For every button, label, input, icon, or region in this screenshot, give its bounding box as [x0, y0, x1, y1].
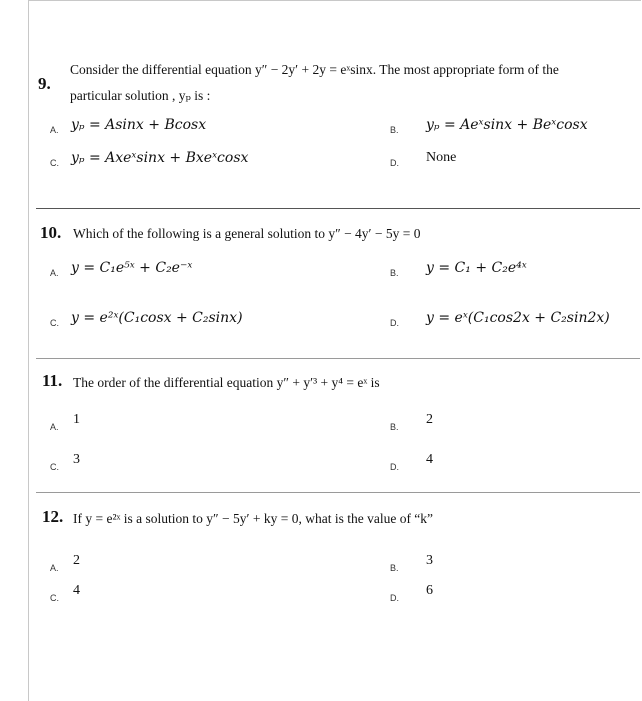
- q11-option-c[interactable]: 3: [73, 452, 80, 467]
- q11-option-b[interactable]: 2: [426, 412, 433, 427]
- q9-option-b-letter: B.: [390, 125, 399, 135]
- question-9-text-line1: Consider the differential equation y″ − 2y′ + 2y = eˣsinx. The most appropriate form of the: [70, 62, 559, 77]
- q10-option-a-letter: A.: [50, 268, 59, 278]
- q12-option-c[interactable]: 4: [73, 583, 80, 598]
- q12-option-c-letter: C.: [50, 593, 59, 603]
- question-10-text: Which of the following is a general solution to y″ − 4y′ − 5y = 0: [73, 226, 421, 241]
- q9-option-b[interactable]: yₚ = Aeˣsinx + Beˣcosx: [426, 117, 588, 133]
- question-9-number: 9.: [38, 74, 51, 93]
- q11-option-a[interactable]: 1: [73, 412, 80, 427]
- question-10-number: 10.: [40, 223, 62, 242]
- question-11-number: 11.: [42, 371, 63, 390]
- q10-option-d[interactable]: y = eˣ(C₁cos2x + C₂sin2x): [426, 310, 610, 326]
- q12-option-a-letter: A.: [50, 563, 59, 573]
- q12-option-d[interactable]: 6: [426, 583, 433, 598]
- q11-option-b-letter: B.: [390, 422, 399, 432]
- q9-option-a-letter: A.: [50, 125, 59, 135]
- q11-option-a-letter: A.: [50, 422, 59, 432]
- question-12-number: 12.: [42, 507, 64, 526]
- section-divider: [36, 358, 640, 359]
- q9-option-a[interactable]: yₚ = Asinx + Bcosx: [71, 117, 207, 133]
- section-divider: [36, 492, 640, 493]
- q12-option-d-letter: D.: [390, 593, 399, 603]
- q9-option-c[interactable]: yₚ = Axeˣsinx + Bxeˣcosx: [71, 150, 249, 166]
- q11-option-c-letter: C.: [50, 462, 59, 472]
- q12-option-a[interactable]: 2: [73, 553, 80, 568]
- q10-option-c[interactable]: y = e²ˣ(C₁cosx + C₂sinx): [71, 310, 243, 326]
- question-9-text-line2: particular solution , yₚ is :: [70, 88, 211, 103]
- question-11-text: The order of the differential equation y″ + y′³ + y⁴ = eˣ is: [73, 375, 380, 390]
- q11-option-d-letter: D.: [390, 462, 399, 472]
- q10-option-b-letter: B.: [390, 268, 399, 278]
- q9-option-c-letter: C.: [50, 158, 59, 168]
- q10-option-a[interactable]: y = C₁e⁵ˣ + C₂e⁻ˣ: [71, 260, 193, 276]
- q10-option-b[interactable]: y = C₁ + C₂e⁴ˣ: [426, 260, 527, 276]
- q11-option-d[interactable]: 4: [426, 452, 433, 467]
- q9-option-d-letter: D.: [390, 158, 399, 168]
- q9-option-d[interactable]: None: [426, 150, 457, 165]
- section-divider: [36, 208, 640, 209]
- q12-option-b-letter: B.: [390, 563, 399, 573]
- q12-option-b[interactable]: 3: [426, 553, 433, 568]
- q10-option-d-letter: D.: [390, 318, 399, 328]
- question-12-text: If y = e²ˣ is a solution to y″ − 5y′ + ky = 0, what is the value of “k”: [73, 511, 434, 526]
- q10-option-c-letter: C.: [50, 318, 59, 328]
